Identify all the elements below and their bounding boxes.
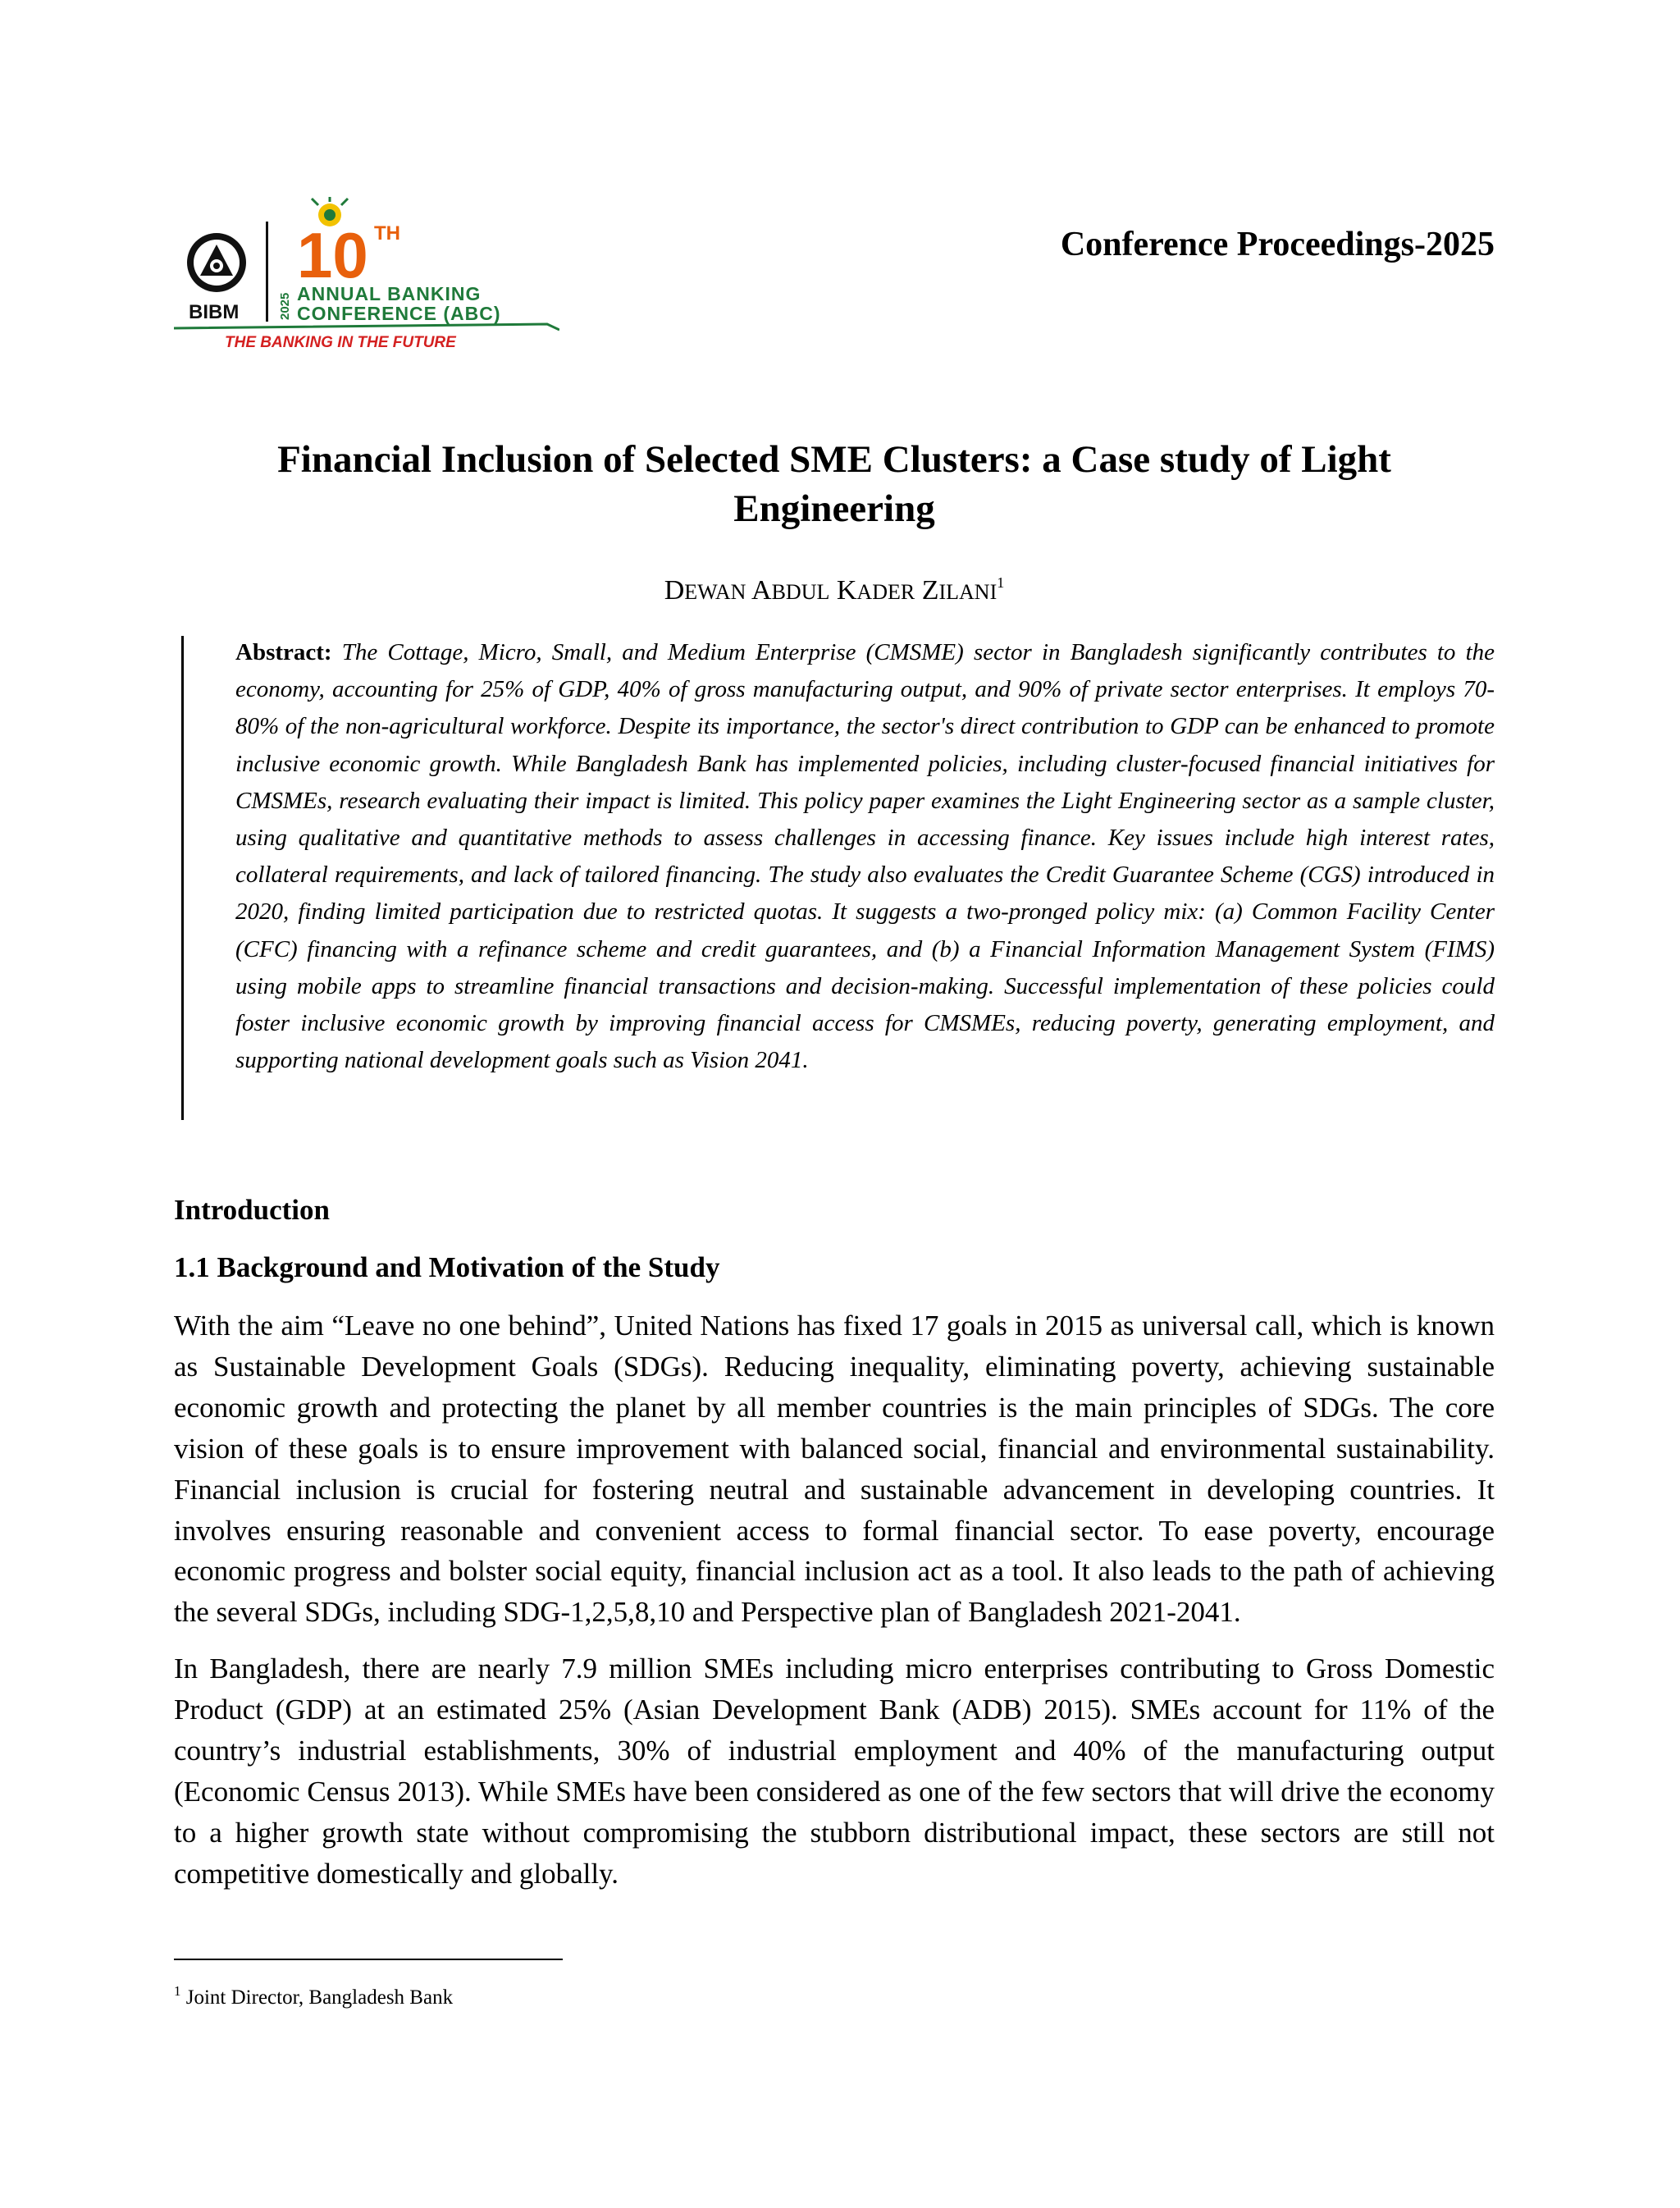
logo-edition-suffix: TH <box>374 222 400 245</box>
logo-line1: ANNUAL BANKING <box>297 283 482 304</box>
footnote <box>174 1977 453 2012</box>
logo-year: 2025 <box>278 292 292 320</box>
author-rest: BDUL <box>771 580 830 604</box>
proceedings-label: Conference Proceedings-2025 <box>1060 226 1495 263</box>
logo-line2: CONFERENCE (ABC) <box>297 303 501 324</box>
abstract <box>235 634 1495 1079</box>
author-initial: A <box>751 575 772 606</box>
footnote-rule <box>174 1959 563 1960</box>
abstract-text: The Cottage, Micro, Small, and Medium Enterprise (CMSME) sector in Bangladesh significantly contributes to the economy, accounting for 25% of GDP, 40% of gross manufacturing output, and 90% of private sector enterprises. It employs 70-80% of the non-agricultural workforce. Despite its importance, the sector's direct contribution to GDP can be enhanced to promote inclusive economic growth. While Bangladesh Bank has implemented policies, including cluster-focused financial initiatives for CMSMEs, research evaluating their impact is limited. This policy paper examines the Light Engineering sector as a sample cluster, using qualitative and quantitative methods to assess challenges in accessing finance. Key issues include high interest rates, collateral requirements, and lack of tailored financing. The study also evaluates the Credit Guarantee Scheme (CGS) introduced in 2020, finding limited participation due to restricted quotas. It suggests a two-pronged policy mix: (a) Common Facility Center (CFC) financing with a refinance scheme and credit guarantees, and (b) a Financial Information Management System (FIMS) using mobile apps to streamline financial transactions and decision-making. Successful implementation of these policies could foster inclusive economic growth by improving financial access for CMSMEs, reducing poverty, generating employment, and supporting national development goals such as Vision 2041. <box>235 639 1495 1074</box>
footnote-mark: 1 <box>174 1983 181 1999</box>
author-name <box>174 565 1495 610</box>
logo-org-abbr: BIBM <box>189 301 240 323</box>
author-rest: ADER <box>856 580 915 604</box>
author-rest: ILANI <box>938 580 998 604</box>
abstract-label: Abstract: <box>235 639 332 665</box>
body-paragraph: In Bangladesh, there are nearly 7.9 million SMEs including micro enterprises contributing to Gross Domestic Product (GDP) at an estimated 25% (Asian Development Bank (ADB) 2015). SMEs account for 11% of the country’s industrial establishments, 30% of industrial employment and 40% of the manufacturing output (Economic Census 2013). While SMEs have been considered as one of the few sectors that will drive the economy to a higher growth state without compromising the stubborn distributional impact, these sectors are still not competitive domestically and globally. <box>174 1653 1495 1890</box>
author-footnote-mark: 1 <box>997 574 1005 591</box>
footnote-text: Joint Director, Bangladesh Bank <box>185 1986 454 2009</box>
logo-edition: 10 <box>297 219 368 291</box>
author-rest: EWAN <box>684 580 746 604</box>
paper-title: Financial Inclusion of Selected SME Clusters: a Case study of Light Engineering <box>277 438 1391 530</box>
bibm-emblem-icon <box>187 233 246 292</box>
logo-tagline: THE BANKING IN THE FUTURE <box>225 334 456 351</box>
subsection-heading-1-1: 1.1 Background and Motivation of the Study <box>174 1251 720 1283</box>
abstract-rule <box>181 636 184 1120</box>
section-heading-introduction: Introduction <box>174 1194 330 1226</box>
author-initial: D <box>664 575 685 606</box>
author-initial: K <box>836 575 857 606</box>
body-paragraph: With the aim “Leave no one behind”, United Nations has fixed 17 goals in 2015 as universal call, which is known as Sustainable Development Goals (SDGs). Reducing inequality, eliminating poverty, achieving sustainable economic growth and protecting the planet by all member countries is the main principles of SDGs. The core vision of these goals is to ensure improvement with balanced social, financial and environmental sustainability. Financial inclusion is crucial for fostering neutral and sustainable advancement in developing countries. It involves ensuring reasonable and convenient access to formal financial sector. To ease poverty, encourage economic progress and bolster social equity, financial inclusion act as a tool. It also leads to the path of achieving the several SDGs, including SDG-1,2,5,8,10 and Perspective plan of Bangladesh 2021-2041. <box>174 1310 1495 1629</box>
author-initial: Z <box>921 575 939 606</box>
conference-logo <box>174 197 559 353</box>
